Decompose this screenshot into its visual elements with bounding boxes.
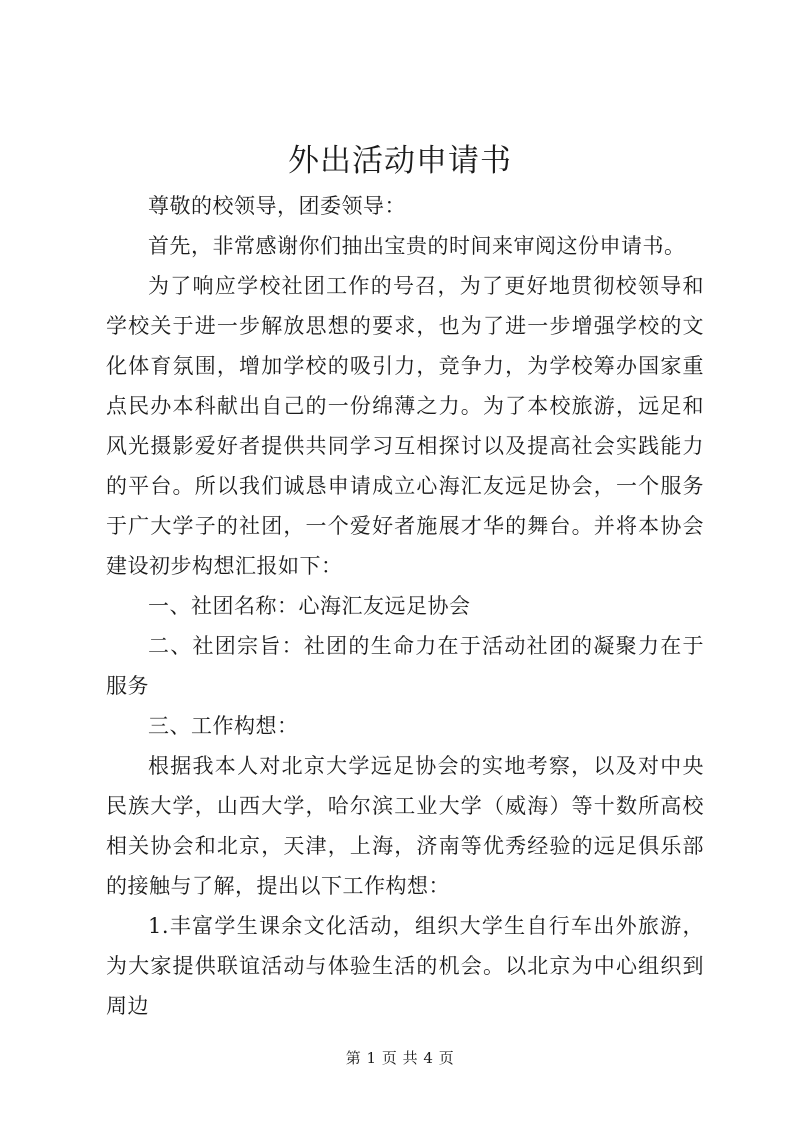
club-name-item: 一、社团名称：心海汇友远足协会 [148,594,471,618]
document-body [106,186,704,1026]
opening-paragraph: 首先，非常感谢你们抽出宝贵的时间来审阅这份申请书。 [148,234,686,258]
research-paragraph: 根据我本人对北京大学远足协会的实地考察，以及对中央民族大学，山西大学，哈尔滨工业大学（威海）等十数所高校相关协会和北京，天津，上海，济南等优秀经验的远足俱乐部的接触与了解，提出以下工作构想： [106,754,704,898]
club-purpose-item: 二、社团宗旨：社团的生命力在于活动社团的凝聚力在于服务 [106,634,704,698]
salutation: 尊敬的校领导，团委领导： [148,194,406,218]
page-footer: 第 1 页 共 4 页 [345,1049,455,1067]
purpose-paragraph: 为了响应学校社团工作的号召，为了更好地贯彻校领导和学校关于进一步解放思想的要求，也为了进一步增强学校的文化体育氛围，增加学校的吸引力，竞争力，为学校筹办国家重点民办本科献出自己的一份绵薄之力。为了本校旅游，远足和风光摄影爱好者提供共同学习互相探讨以及提高社会实践能力的平台。所以我们诚恳申请成立心海汇友远足协会，一个服务于广大学子的社团，一个爱好者施展才华的舞台。并将本协会建设初步构想汇报如下： [106,274,704,578]
document-title: 外出活动申请书 [288,143,512,179]
work-plan-heading: 三、工作构想： [148,714,299,738]
plan-item-1: 1.丰富学生课余文化活动，组织大学生自行车出外旅游，为大家提供联谊活动与体验生活的机会。以北京为中心组织到周边 [106,914,704,1018]
